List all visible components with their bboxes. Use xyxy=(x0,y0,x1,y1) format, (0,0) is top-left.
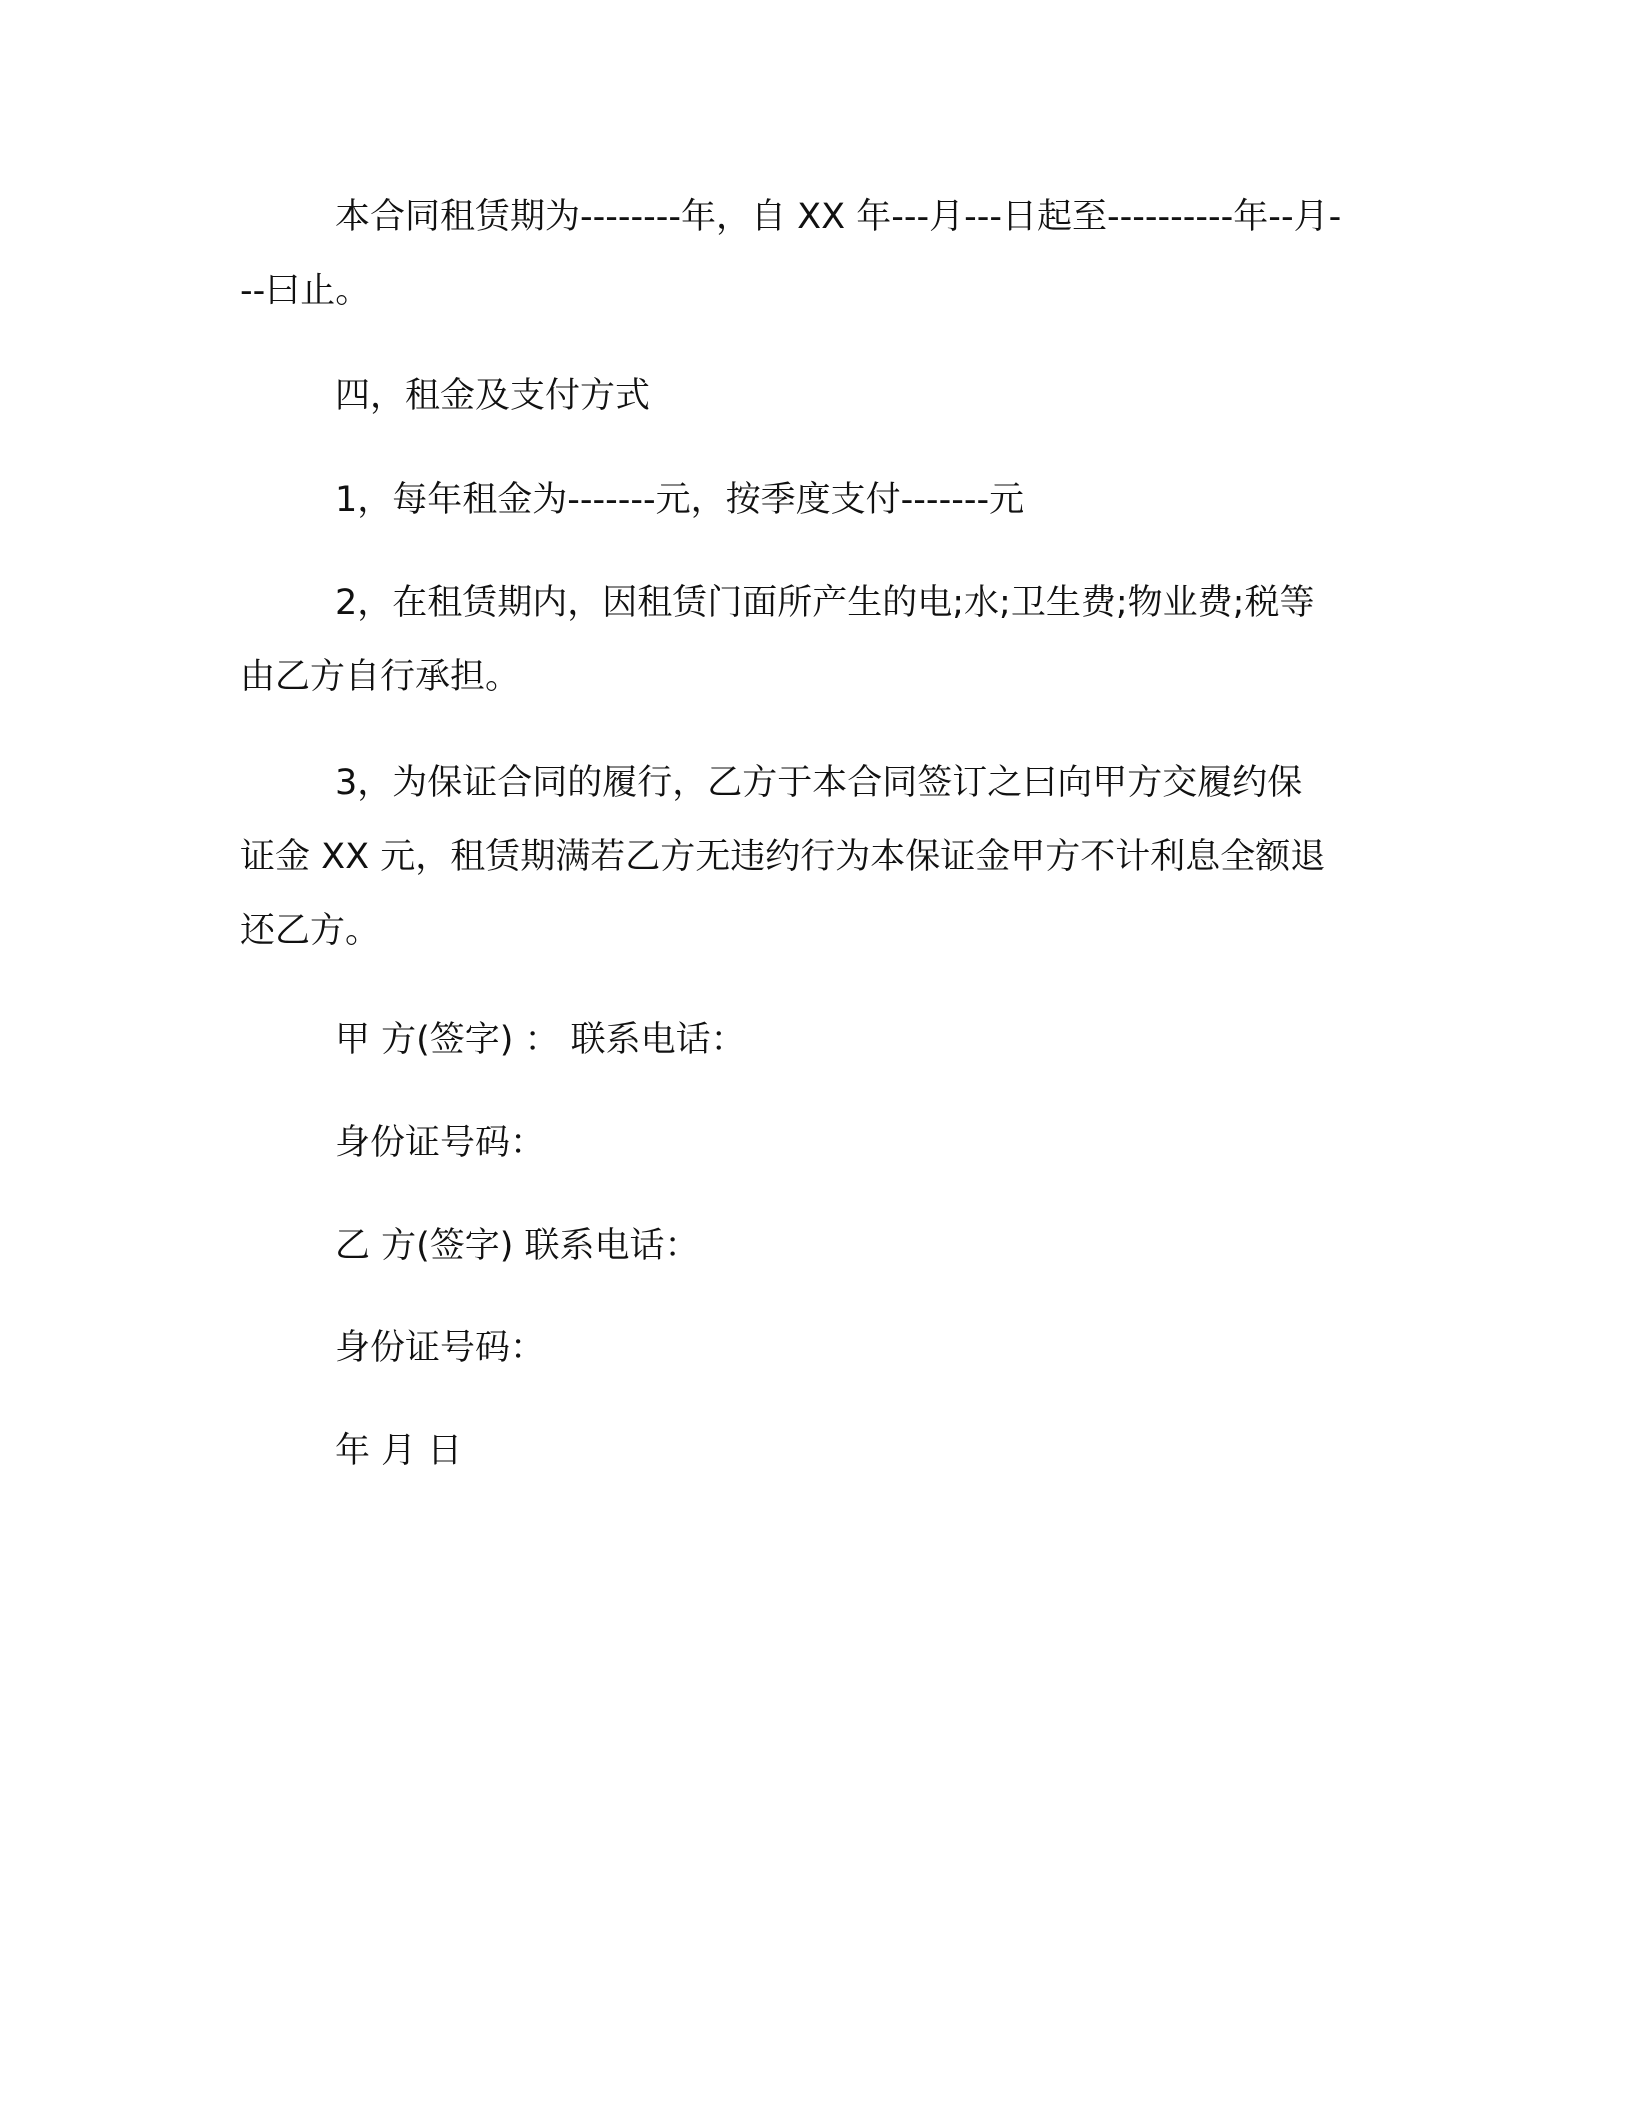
party-a-signature-line xyxy=(240,1003,1392,1077)
clause-3-paragraph xyxy=(240,746,1392,968)
clause-3-line-3: 还乙方。 xyxy=(240,911,381,951)
lease-term-paragraph xyxy=(240,180,1392,328)
date-line-text: 年 月 日 xyxy=(335,1431,463,1471)
party-a-signature-text: 甲 方(签字) ： 联系电话： xyxy=(335,1020,746,1060)
clause-3-line-1: 3，为保证合同的履行，乙方于本合同签订之曰向甲方交履约保 xyxy=(335,763,1303,803)
clause-2-paragraph xyxy=(240,566,1392,714)
party-b-signature-text: 乙 方(签字) 联系电话： xyxy=(335,1226,700,1266)
clause-2-line-2: 由乙方自行承担。 xyxy=(240,657,521,697)
clause-3-line-2: 证金 XX 元，租赁期满若乙方无违约行为本保证金甲方不计利息全额退 xyxy=(240,837,1326,877)
party-a-id-text: 身份证号码： xyxy=(335,1123,546,1163)
party-a-id-line xyxy=(240,1106,1392,1180)
lease-term-line-1: 本合同租赁期为--------年，自 XX 年---月---日起至----------年--月- xyxy=(335,197,1342,237)
lease-term-line-2: --曰止。 xyxy=(240,271,371,311)
party-b-signature-line xyxy=(240,1209,1392,1283)
date-line xyxy=(240,1414,1392,1488)
clause-1-paragraph xyxy=(240,463,1392,537)
section-four-heading xyxy=(240,359,1392,433)
party-b-id-text: 身份证号码： xyxy=(335,1328,546,1368)
section-four-heading-text: 四，租金及支付方式 xyxy=(335,376,651,416)
clause-1-line-1: 1，每年租金为-------元，按季度支付-------元 xyxy=(335,480,1025,520)
clause-2-line-1: 2，在租赁期内，因租赁门面所产生的电;水;卫生费;物业费;税等 xyxy=(335,583,1315,623)
party-b-id-line xyxy=(240,1311,1392,1385)
